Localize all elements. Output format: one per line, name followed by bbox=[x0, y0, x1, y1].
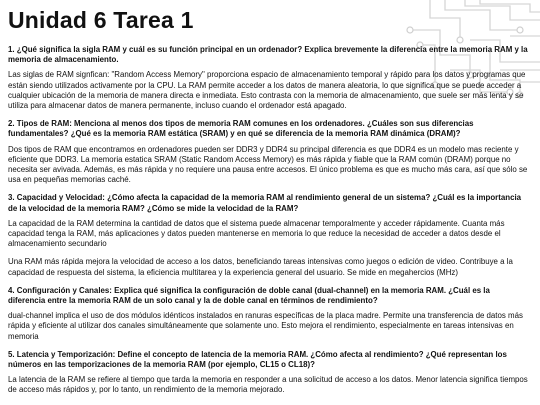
answer-2-paragraph-1: Dos tipos de RAM que encontramos en ordenadores pueden ser DDR3 y DDR4 su principal diferencia es que DDR4 es un modelo mas reciente y eficiente que DDR3. La memoria estatica SRAM (Static Random Access Memory) es más rápida y fiable que la RAM común (DRAM) porque no necesita ser avivada. Además, es más rápida y no requiere una pausa entre accesos. El único problema es que es mucho más cara, así que sólo se usa en pequeñas memorias caché. bbox=[8, 144, 528, 185]
question-2: 2. Tipos de RAM: Menciona al menos dos tipos de memoria RAM comunes en los ordenadores. ¿Cuáles son sus diferencias fundamentales? ¿Qué es la memoria RAM estática (SRAM) y en qué se diferencia de la memoria RAM dinámica (DRAM)? bbox=[8, 119, 474, 139]
answer-1-paragraph-1: Las siglas de RAM signfican: "Random Access Memory" proporciona espacio de almacenamiento temporal y rápido para los datos y programas que están siendo utilizados activamente por la CPU. La RAM permite acceder a los datos de manera aleatoria, lo que significa que se puede acceder a cualquier ubicación de la memoria de manera directa e inmediata. Esto contrasta con la memoria de almacenamiento, que suele ser más lenta y se utiliza para almacenar datos de manera permanente, incluso cuando el ordenador está apagado. bbox=[8, 70, 526, 111]
question-4: 4. Configuración y Canales: Explica qué significa la configuración de doble canal (dual-channel) en la memoria RAM. ¿Cuál es la diferencia entre la memoria RAM de un solo canal y la de doble canal en términos de rendimiento? bbox=[8, 285, 490, 306]
answer-3-paragraph-1: La capacidad de la RAM determina la cantidad de datos que el sistema puede almacenar temporalmente y acceder rápidamente. Cuanta más capacidad tenga la RAM, más aplicaciones y datos pueden mantenerse en memoria lo que reduce la necesidad de acceder a datos desde el almacenamiento secundario bbox=[8, 218, 505, 249]
section-5 bbox=[8, 350, 528, 396]
document-title: Unidad 6 Tarea 1 bbox=[8, 7, 194, 33]
question-5: 5. Latencia y Temporización: Define el concepto de latencia de la memoria RAM. ¿Cómo afecta al rendimiento? ¿Qué representan los números en las temporizaciones de la memoria RAM (por ejemplo, CL15 o CL18)? bbox=[8, 349, 507, 370]
section-3 bbox=[8, 193, 528, 277]
question-3: 3. Capacidad y Velocidad: ¿Cómo afecta la capacidad de la memoria RAM al rendimiento general de un sistema? ¿Cuál es la importancia de la velocidad de la memoria RAM? ¿Cómo se mide la velocidad de la RAM? bbox=[8, 193, 522, 213]
answer-3-paragraph-2: Una RAM más rápida mejora la velocidad de acceso a los datos, beneficiando tareas intensivas como juegos o edición de video. Contribuye a la capacidad de respuesta del sistema, la eficiencia multitarea y la experiencia general del usuario. Se mide en megahercios (MHz) bbox=[8, 257, 513, 277]
section-1 bbox=[8, 45, 528, 111]
answer-4-paragraph-1: dual-channel implica el uso de dos módulos idénticos instalados en ranuras específicas de la placa madre. Permite una transferencia de datos más rápida y eficiente al utilizar dos canales simultáneamente que solamente uno. Esto mejora el rendimiento, especialmente en tareas intensivas en memoria bbox=[8, 311, 523, 341]
section-2 bbox=[8, 119, 528, 185]
section-4 bbox=[8, 286, 528, 342]
question-1: 1. ¿Qué significa la sigla RAM y cuál es su función principal en un ordenador? Explica brevemente la diferencia entre la memoria RAM y la memoria de almacenamiento. bbox=[8, 45, 528, 65]
answer-5-paragraph-1: La latencia de la RAM se refiere al tiempo que tarda la memoria en responder a una solicitud de acceso a los datos. Menor latencia significa tiempos de acceso más rápidos y, por lo tanto, un rendimiento de la memoria mejorado. bbox=[8, 375, 528, 395]
